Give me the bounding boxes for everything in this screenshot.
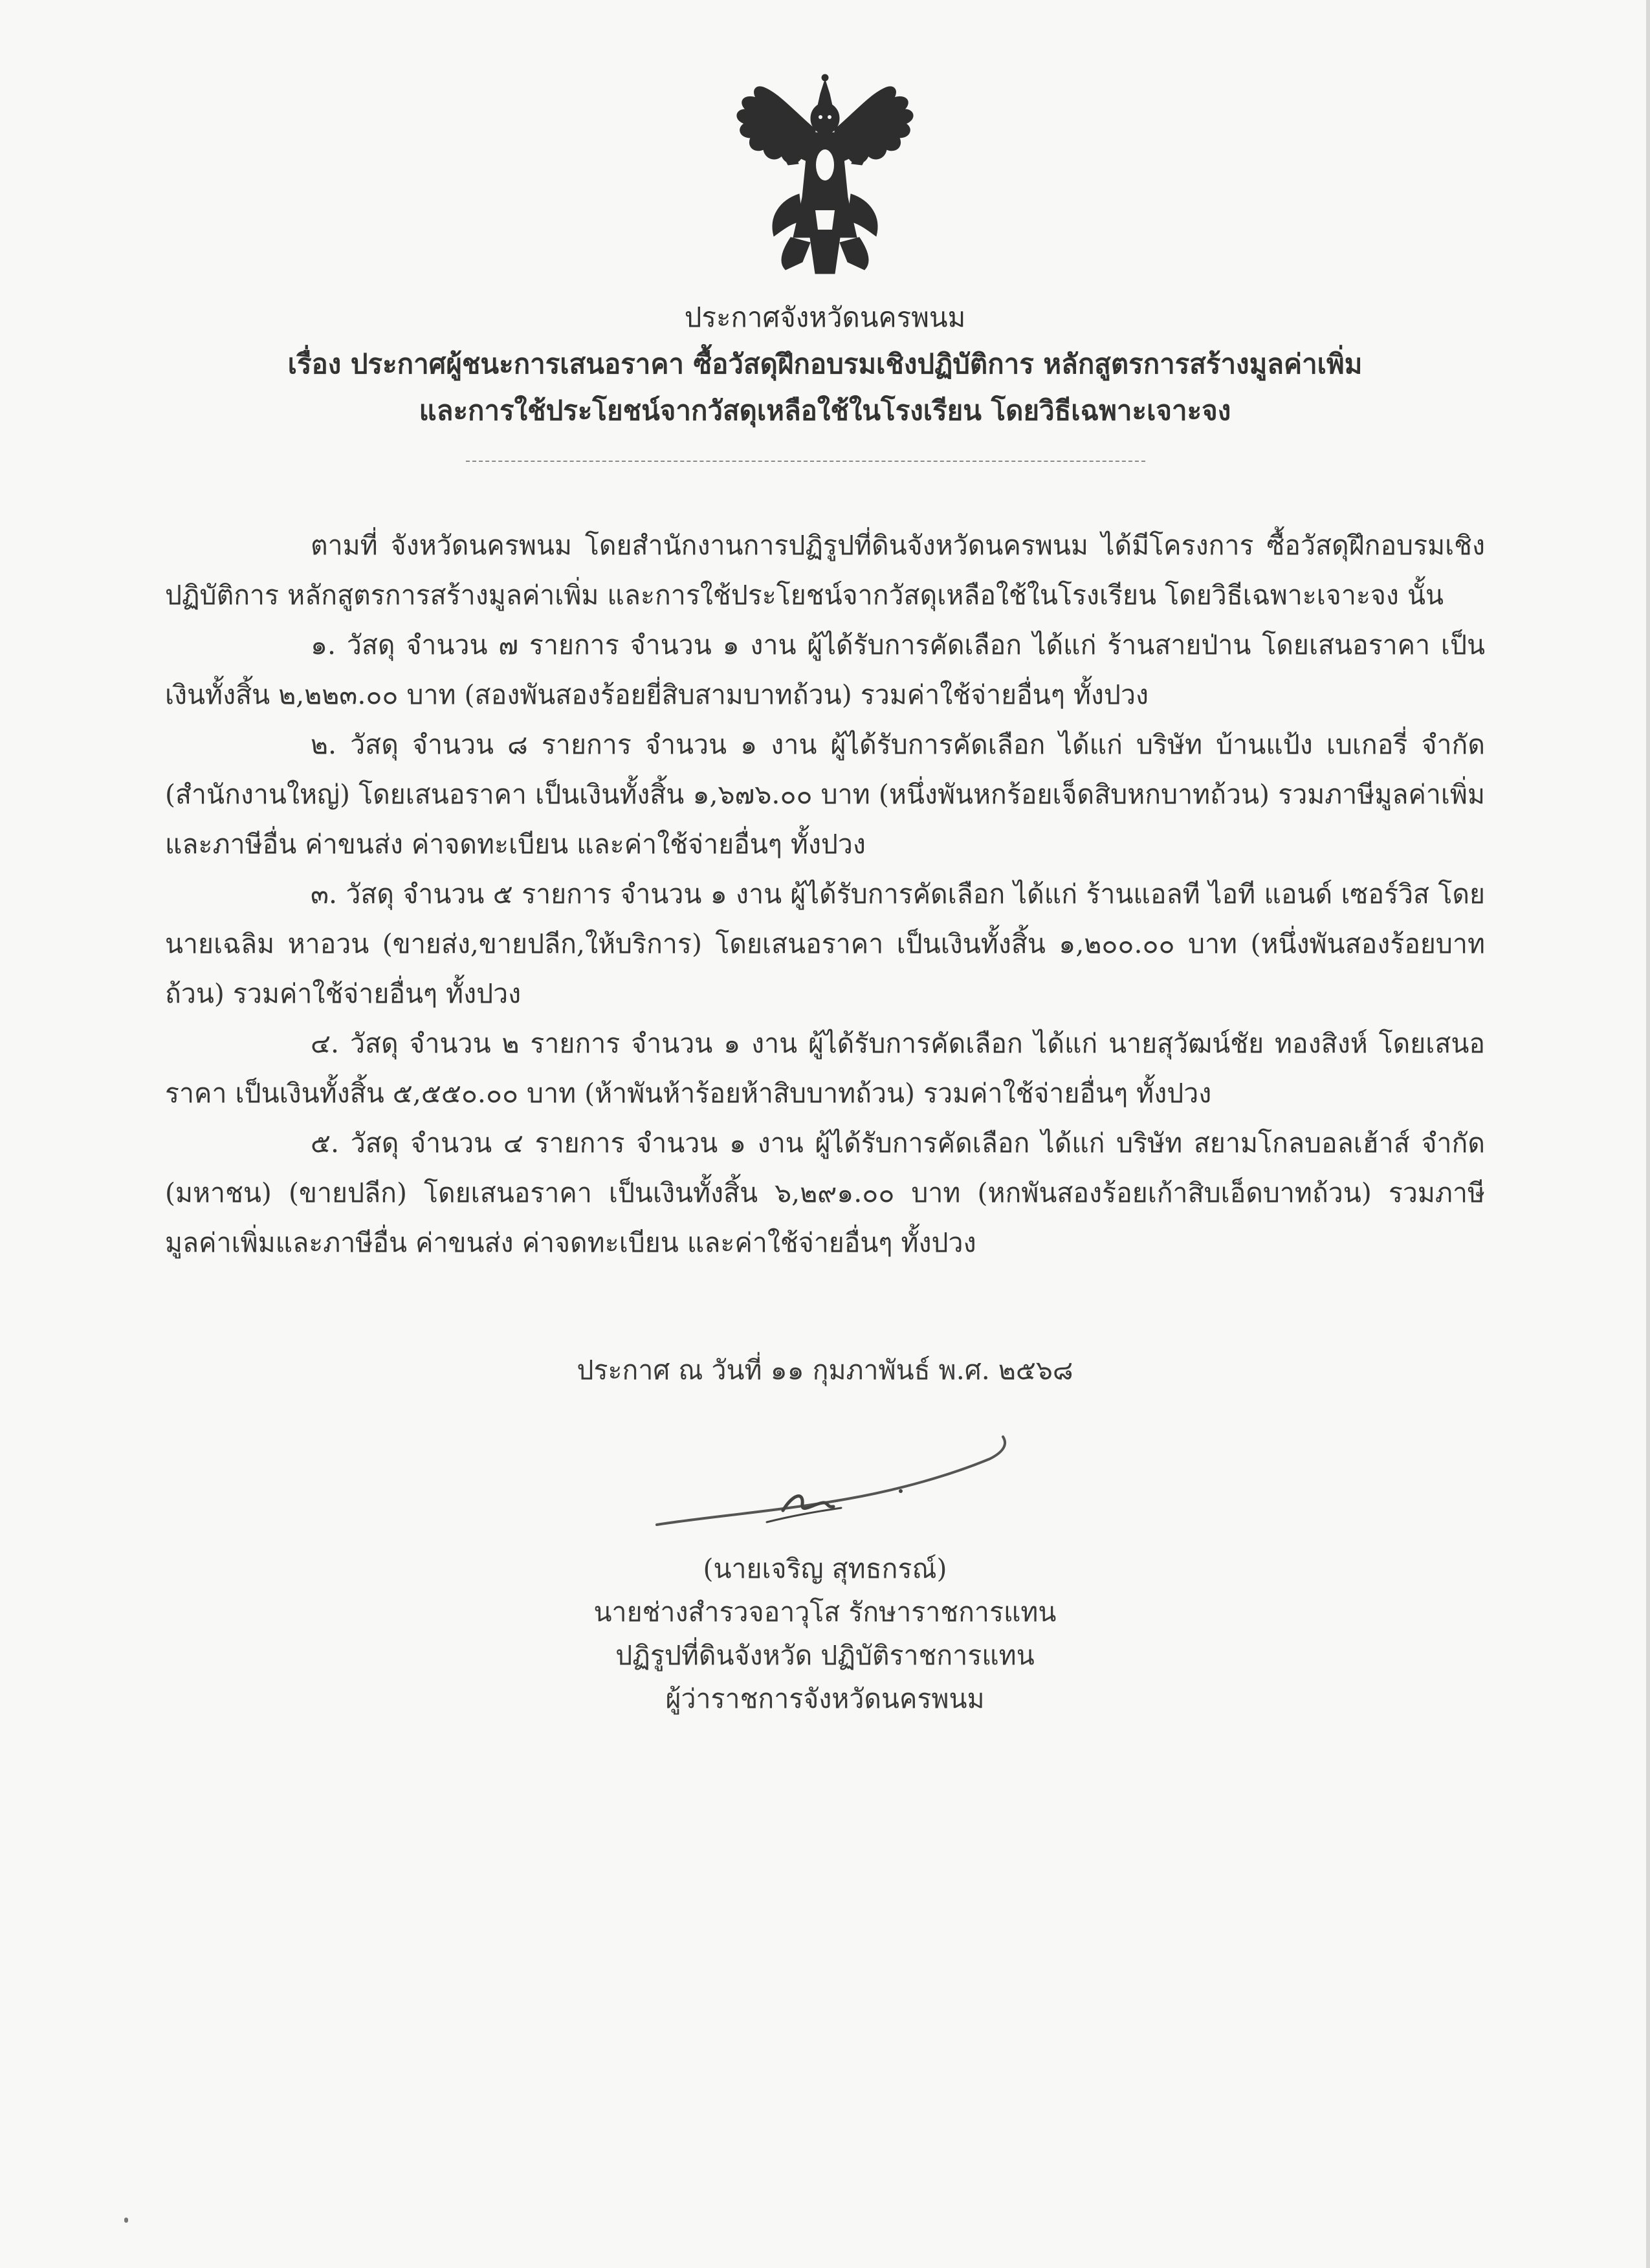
award-item-5: ๕. วัสดุ จำนวน ๔ รายการ จำนวน ๑ งาน ผู้ได้รับการคัดเลือก ได้แก่ บริษัท สยามโกลบอลเฮ้าส์ จำกัด (มหาชน) (ขายปลีก) โดยเสนอราคา เป็นเงินทั้งสิ้น ๖,๒๙๑.๐๐ บาท (หกพันสองร้อยเก้าสิบเอ็ดบาทถ้วน) รวมภาษีมูลค่าเพิ่มและภาษีอื่น ค่าขนส่ง ค่าจดทะเบียน และค่าใช้จ่ายอื่นๆ ทั้งปวง	[165, 1128, 1485, 1258]
garuda-emblem-icon	[718, 68, 932, 281]
signer-name: (นายเจริญ สุทธกรณ์)	[703, 1553, 947, 1584]
signer-block	[0, 1547, 1650, 1721]
document-body	[165, 521, 1485, 1268]
subject-line-1: เรื่อง ประกาศผู้ชนะการเสนอราคา ซื้อวัสดุฝึกอบรมเชิงปฏิบัติการ หลักสูตรการสร้างมูลค่าเพิ่ม	[287, 348, 1363, 380]
award-item-2: ๒. วัสดุ จำนวน ๘ รายการ จำนวน ๑ งาน ผู้ได้รับการคัดเลือก ได้แก่ บริษัท บ้านแป้ง เบเกอรี่ จำกัด (สำนักงานใหญ่) โดยเสนอราคา เป็นเงินทั้งสิ้น ๑,๖๗๖.๐๐ บาท (หนึ่งพันหกร้อยเจ็ดสิบหกบาทถ้วน) รวมภาษีมูลค่าเพิ่มและภาษีอื่น ค่าขนส่ง ค่าจดทะเบียน และค่าใช้จ่ายอื่นๆ ทั้งปวง	[165, 729, 1485, 860]
award-item-3: ๓. วัสดุ จำนวน ๕ รายการ จำนวน ๑ งาน ผู้ได้รับการคัดเลือก ได้แก่ ร้านแอลที ไอที แอนด์ เซอร์วิส โดยนายเฉลิม หาอวน (ขายส่ง,ขายปลีก,ให้บริการ) โดยเสนอราคา เป็นเงินทั้งสิ้น ๑,๒๐๐.๐๐ บาท (หนึ่งพันสองร้อยบาทถ้วน) รวมค่าใช้จ่ายอื่นๆ ทั้งปวง	[165, 878, 1485, 1009]
signer-position-2: ปฏิรูปที่ดินจังหวัด ปฏิบัติราชการแทน	[615, 1640, 1035, 1671]
signer-position-1: นายช่างสำรวจอาวุโส รักษาราชการแทน	[593, 1597, 1057, 1628]
award-item-4: ๔. วัสดุ จำนวน ๒ รายการ จำนวน ๑ งาน ผู้ได้รับการคัดเลือก ได้แก่ นายสุวัฒน์ชัย ทองสิงห์ โดยเสนอราคา เป็นเงินทั้งสิ้น ๕,๕๕๐.๐๐ บาท (ห้าพันห้าร้อยห้าสิบบาทถ้วน) รวมค่าใช้จ่ายอื่นๆ ทั้งปวง	[165, 1028, 1485, 1109]
award-item-1: ๑. วัสดุ จำนวน ๗ รายการ จำนวน ๑ งาน ผู้ได้รับการคัดเลือก ได้แก่ ร้านสายป่าน โดยเสนอราคา เป็นเงินทั้งสิ้น ๒,๒๒๓.๐๐ บาท (สองพันสองร้อยยี่สิบสามบาทถ้วน) รวมค่าใช้จ่ายอื่นๆ ทั้งปวง	[165, 629, 1485, 710]
scan-speck	[124, 2218, 128, 2223]
announcement-date: ประกาศ ณ วันที่ ๑๑ กุมภาพันธ์ พ.ศ. ๒๕๖๘	[577, 1355, 1073, 1386]
subject-line-2: และการใช้ประโยชน์จากวัสดุเหลือใช้ในโรงเรียน โดยวิธีเฉพาะเจาะจง	[419, 395, 1231, 426]
intro-paragraph: ตามที่ จังหวัดนครพนม โดยสำนักงานการปฏิรูปที่ดินจังหวัดนครพนม ได้มีโครงการ ซื้อวัสดุฝึกอบรมเชิงปฏิบัติการ หลักสูตรการสร้างมูลค่าเพิ่ม และการใช้ประโยชน์จากวัสดุเหลือใช้ในโรงเรียน โดยวิธีเฉพาะเจาะจง นั้น	[165, 530, 1485, 611]
signer-position-3: ผู้ว่าราชการจังหวัดนครพนม	[665, 1683, 985, 1714]
document-header	[0, 294, 1650, 434]
header-divider	[466, 461, 1145, 462]
announcer-title: ประกาศจังหวัดนครพนม	[684, 301, 966, 333]
handwritten-signature-icon	[654, 1413, 1016, 1543]
